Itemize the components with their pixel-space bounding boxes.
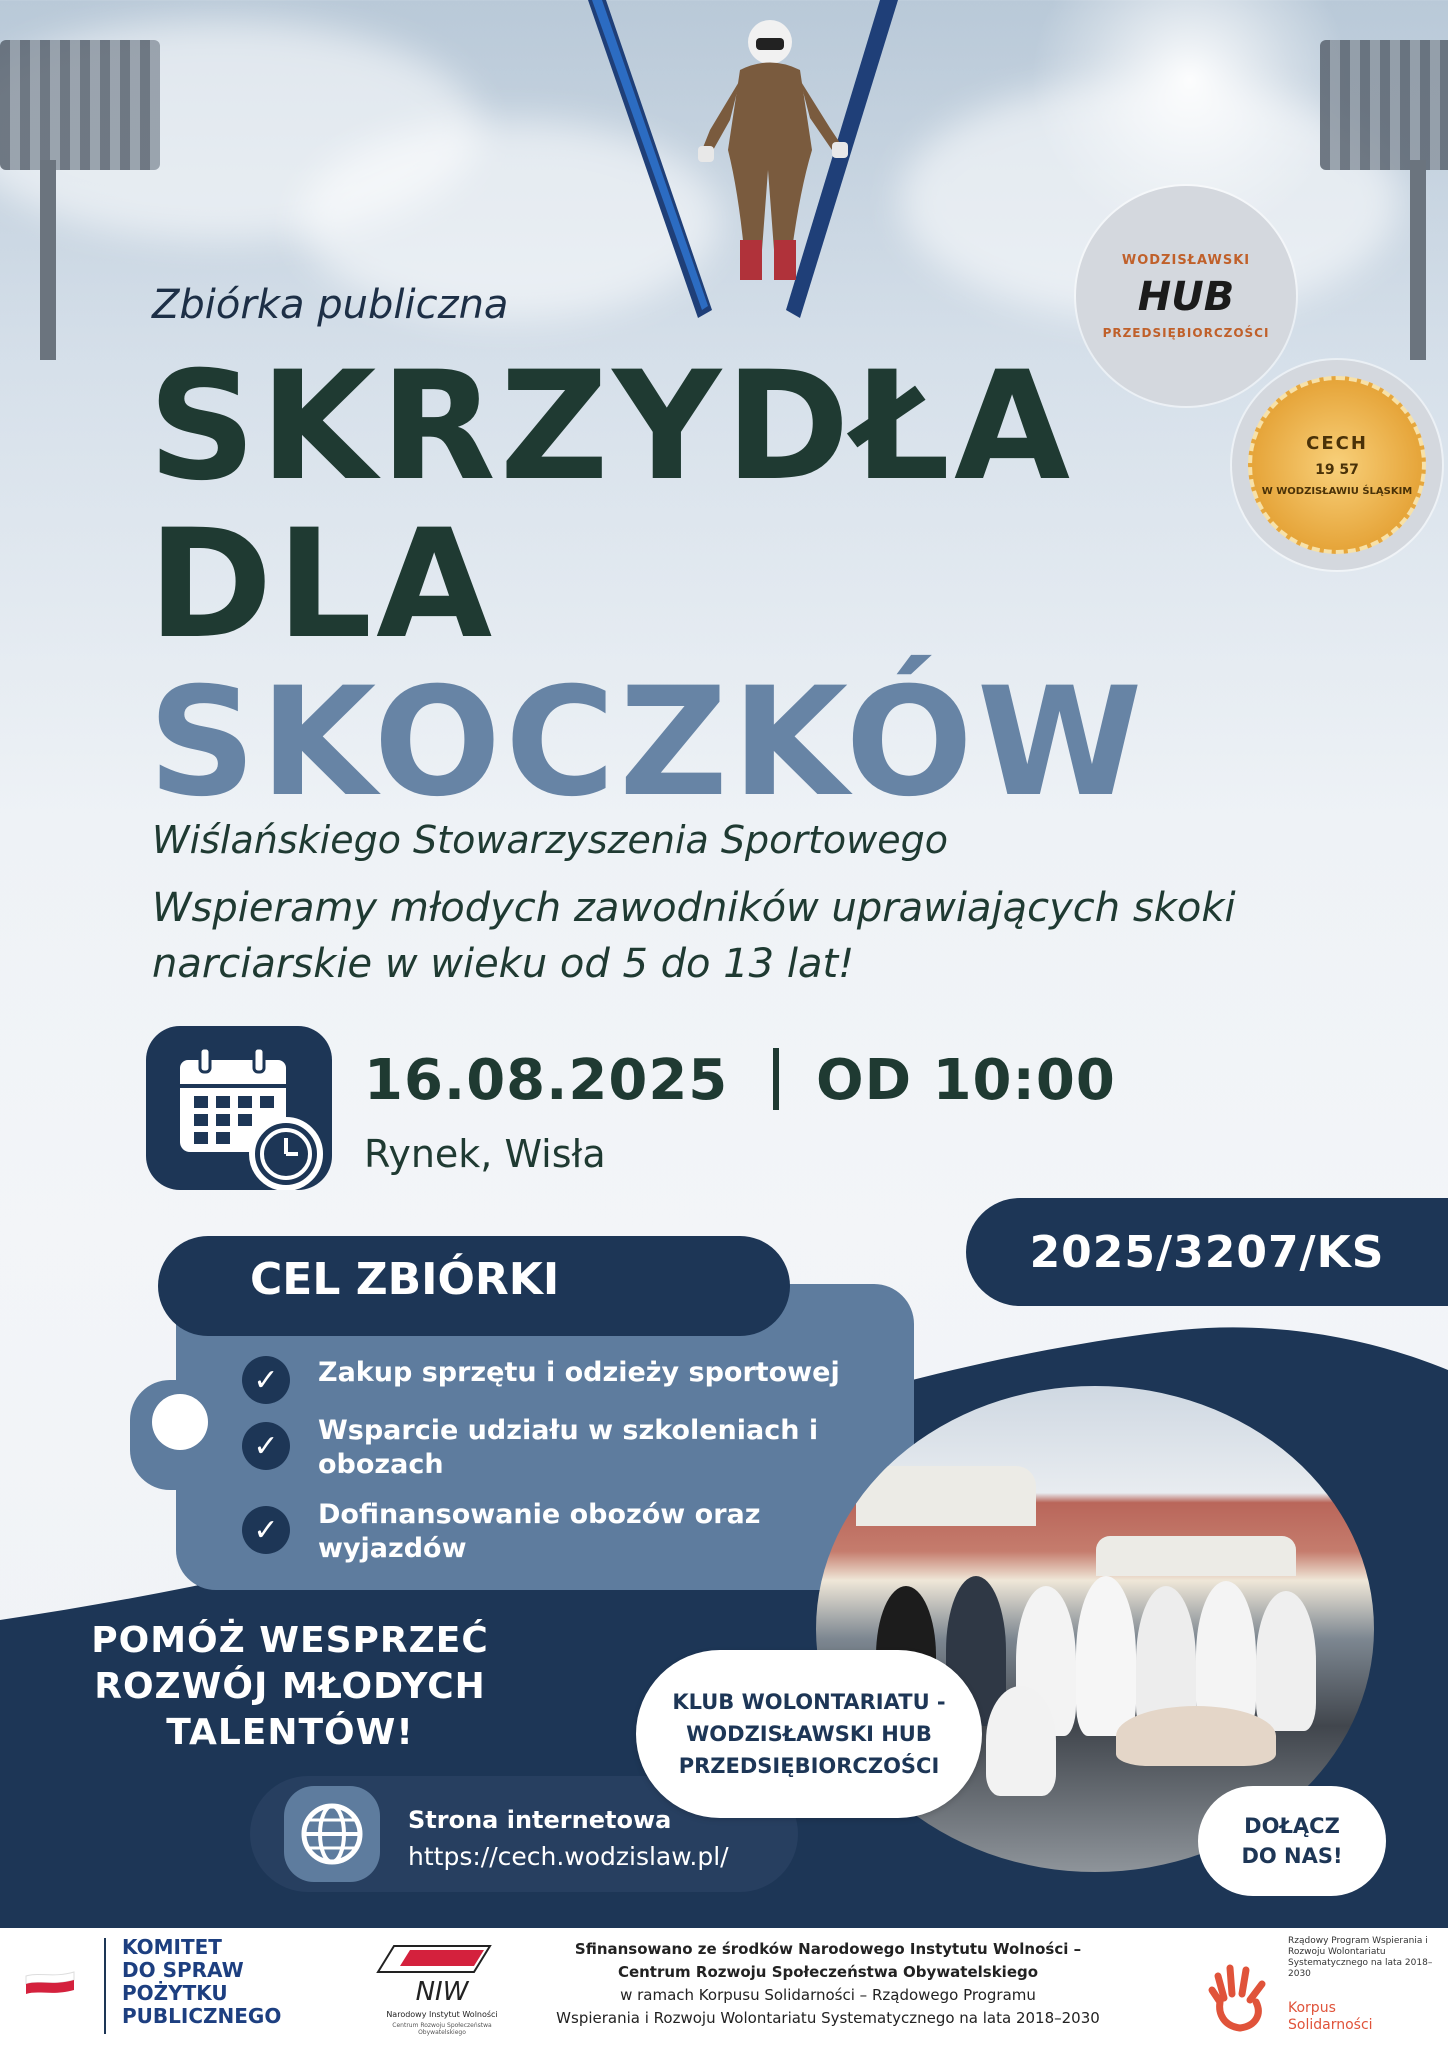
goal-item-text: Zakup sprzętu i odzieży sportowej	[318, 1357, 840, 1388]
committee-line: KOMITET	[122, 1935, 222, 1959]
funding-note	[548, 1938, 1108, 2030]
niw-caption-2: Centrum Rozwoju Społeczeństwa Obywatelskiego	[392, 2022, 492, 2036]
cech-logo-bottom: W WODZISŁAWIU ŚLĄSKIM	[1261, 486, 1413, 497]
join-us-text: DOŁĄCZ DO NAS!	[1241, 1814, 1343, 1868]
committee-line: DO SPRAW	[122, 1958, 244, 1982]
floodlight-right	[1320, 40, 1448, 330]
funding-line: w ramach Korpusu Solidarności – Rządowego Programu	[620, 1986, 1036, 2004]
title-line-2: DLA	[148, 498, 497, 672]
cech-logo	[1232, 360, 1442, 570]
cech-logo-year: 19 57	[1315, 462, 1359, 478]
event-place: Rynek, Wisła	[364, 1132, 606, 1176]
goal-item-text: Dofinansowanie obozów oraz wyjazdów	[318, 1499, 761, 1564]
committee-line: POŻYTKU	[122, 1981, 228, 2005]
date-time-separator	[773, 1048, 779, 1110]
check-icon: ✓	[242, 1422, 290, 1470]
goal-card-hole	[152, 1394, 208, 1450]
hub-logo-mid: HUB	[1137, 273, 1235, 320]
goal-item	[242, 1356, 878, 1404]
goal-title: CEL ZBIÓRKI	[250, 1254, 560, 1305]
ks-name	[1288, 2000, 1373, 2034]
title-line-3: SKOCZKÓW	[148, 656, 1147, 830]
hub-logo	[1076, 186, 1296, 406]
ks-name-line: Korpus	[1288, 2000, 1336, 2016]
join-us-button[interactable]	[1198, 1786, 1386, 1896]
website-link[interactable]: https://cech.wodzislaw.pl/	[408, 1842, 729, 1871]
hub-logo-top: WODZISŁAWSKI	[1121, 252, 1251, 268]
clock-icon	[252, 1120, 320, 1188]
goal-item	[242, 1498, 798, 1566]
calendar-icon-box	[146, 1026, 332, 1190]
event-time: OD 10:00	[816, 1048, 1116, 1113]
funding-line: Centrum Rozwoju Społeczeństwa Obywatelskiego	[617, 1963, 1039, 1981]
description: Wspieramy młodych zawodników uprawiających skoki narciarskie w wieku od 5 do 13 lat!	[152, 885, 1236, 987]
check-icon: ✓	[242, 1356, 290, 1404]
event-date: 16.08.2025	[364, 1048, 729, 1113]
help-slogan: POMÓŻ WESPRZEĆ ROZWÓJ MŁODYCH TALENTÓW!	[91, 1620, 489, 1753]
globe-icon	[284, 1786, 380, 1882]
volunteer-club-bubble	[636, 1650, 982, 1818]
check-icon: ✓	[242, 1506, 290, 1554]
goal-item	[242, 1414, 838, 1482]
committee-line: PUBLICZNEGO	[122, 2004, 282, 2028]
organization-name: Wiślańskiego Stowarzyszenia Sportowego	[152, 818, 948, 862]
website-label: Strona internetowa	[408, 1806, 672, 1834]
title-line-1: SKRZYDŁA	[148, 340, 1075, 514]
committee-divider	[104, 1938, 106, 2034]
funding-line: Sfinansowano ze środków Narodowego Instytutu Wolności –	[574, 1940, 1082, 1958]
floodlight-left	[0, 40, 160, 330]
ks-name-line: Solidarności	[1288, 2017, 1373, 2033]
calendar-icon	[146, 1026, 332, 1190]
cech-logo-top: CECH	[1306, 433, 1368, 454]
niw-caption: Narodowy Instytut Wolności	[386, 2010, 498, 2019]
hub-logo-bottom: PRZEDSIĘBIORCZOŚCI	[1102, 325, 1270, 340]
niw-logo-text: NIW	[415, 1977, 469, 2007]
lead-text: Zbiórka publiczna	[152, 282, 509, 328]
hand-icon	[1200, 1956, 1280, 2036]
funding-line: Wspierania i Rozwoju Wolontariatu Systematycznego na lata 2018–2030	[556, 2009, 1100, 2027]
polish-flag-icon	[24, 1962, 76, 2002]
ks-program-text: Rządowy Program Wspierania i Rozwoju Wolontariatu Systematycznego na lata 2018–2030	[1288, 1936, 1433, 1979]
goal-item-text: Wsparcie udziału w szkoleniach i obozach	[318, 1415, 819, 1480]
volunteer-club-text: KLUB WOLONTARIATU - WODZISŁAWSKI HUB PRZEDSIĘBIORCZOŚCI	[672, 1690, 946, 1778]
committee-logo-text	[122, 1936, 281, 2028]
ski-jumper-illustration	[580, 0, 920, 330]
globe-icon-box	[284, 1786, 380, 1882]
permit-number: 2025/3207/KS	[966, 1198, 1448, 1306]
niw-logo	[374, 1938, 510, 2008]
